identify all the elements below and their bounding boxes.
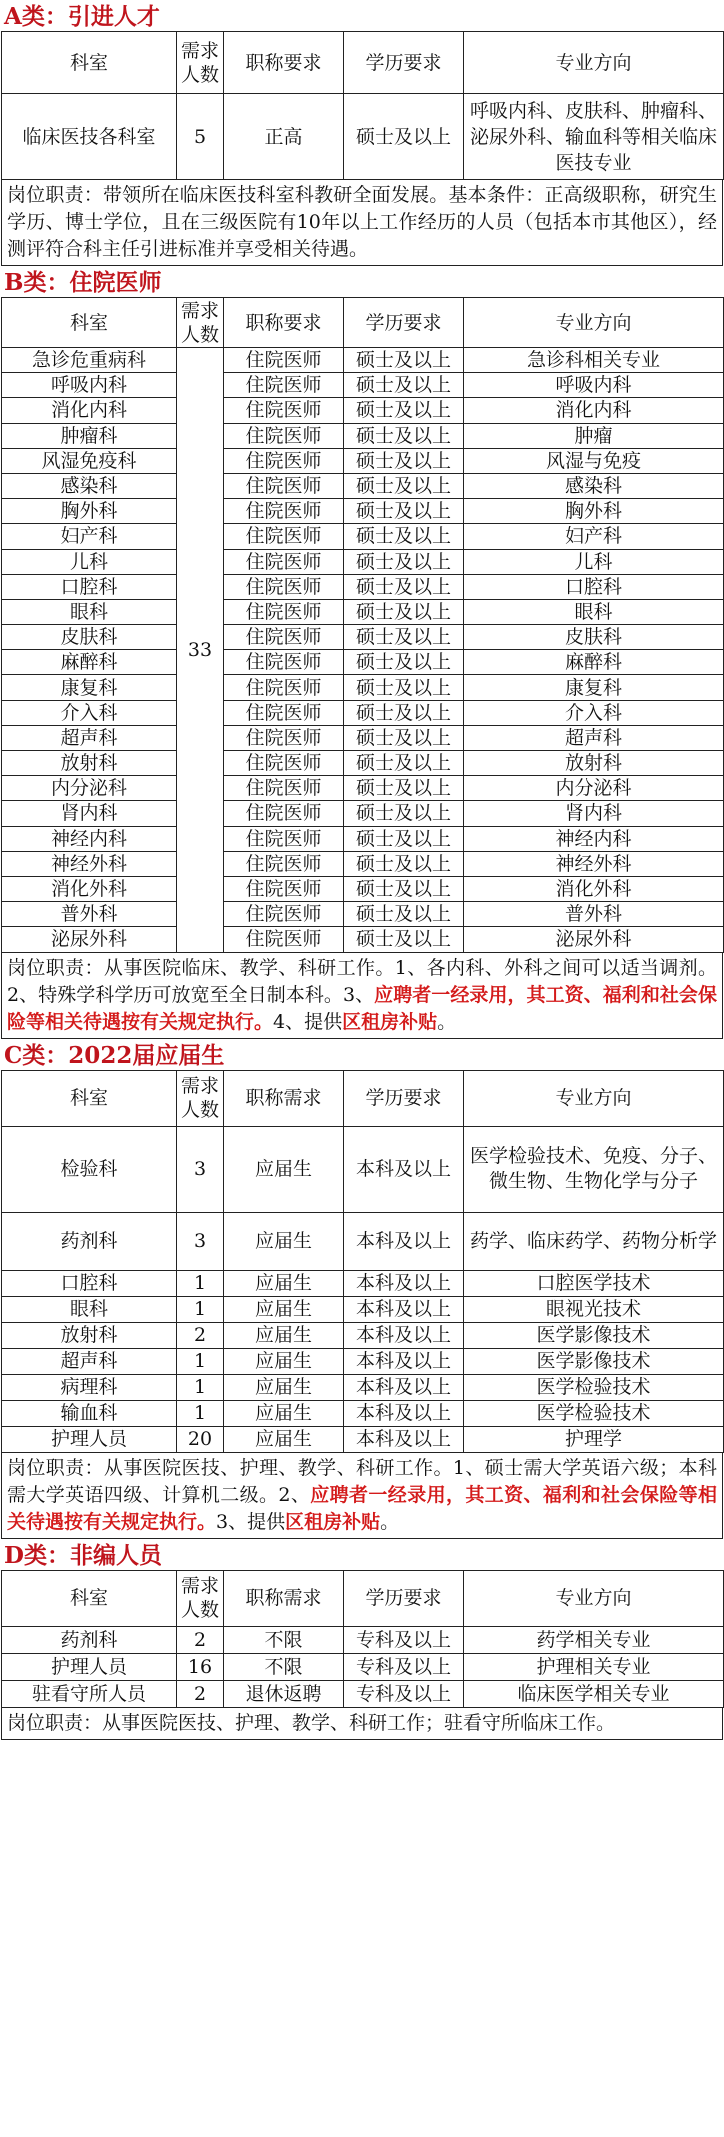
edu-cell: 硕士及以上	[344, 927, 464, 952]
title-cell: 应届生	[224, 1212, 344, 1270]
title-cell: 应届生	[224, 1348, 344, 1374]
table-row	[2, 876, 724, 901]
table-row	[2, 373, 724, 398]
title-cell: 正高	[224, 94, 344, 180]
table-row	[2, 1348, 724, 1374]
section-a-table	[1, 31, 724, 180]
major-cell: 医学影像技术	[464, 1322, 724, 1348]
major-cell: 超声科	[464, 725, 724, 750]
title-cell: 住院医师	[224, 725, 344, 750]
num-cell: 2	[177, 1322, 224, 1348]
table-row	[2, 1653, 724, 1680]
major-cell: 消化内科	[464, 398, 724, 423]
dept-cell: 急诊危重病科	[2, 348, 177, 373]
header-dept: 科室	[2, 298, 177, 348]
title-cell: 退休返聘	[224, 1680, 344, 1707]
header-num: 需求人数	[177, 298, 224, 348]
dept-cell: 病理科	[2, 1374, 177, 1400]
dept-cell: 消化外科	[2, 876, 177, 901]
num-cell: 3	[177, 1126, 224, 1212]
edu-cell: 硕士及以上	[344, 549, 464, 574]
dept-cell: 肾内科	[2, 801, 177, 826]
title-cell: 应届生	[224, 1400, 344, 1426]
dept-cell: 口腔科	[2, 1270, 177, 1296]
dept-cell: 康复科	[2, 675, 177, 700]
header-dept: 科室	[2, 1570, 177, 1626]
dept-cell: 胸外科	[2, 499, 177, 524]
table-row	[2, 650, 724, 675]
edu-cell: 硕士及以上	[344, 902, 464, 927]
dept-cell: 儿科	[2, 549, 177, 574]
dept-cell: 肿瘤科	[2, 423, 177, 448]
major-cell: 普外科	[464, 902, 724, 927]
header-title: 职称要求	[224, 32, 344, 94]
major-cell: 皮肤科	[464, 625, 724, 650]
title-cell: 住院医师	[224, 675, 344, 700]
dept-cell: 护理人员	[2, 1426, 177, 1452]
edu-cell: 本科及以上	[344, 1348, 464, 1374]
edu-cell: 硕士及以上	[344, 423, 464, 448]
title-cell: 住院医师	[224, 473, 344, 498]
dept-cell: 口腔科	[2, 574, 177, 599]
table-row	[2, 574, 724, 599]
table-row	[2, 1426, 724, 1452]
major-cell: 医学检验技术	[464, 1400, 724, 1426]
header-title: 职称要求	[224, 298, 344, 348]
major-cell: 胸外科	[464, 499, 724, 524]
note-text: 岗位职责：从事医院医技、护理、教学、科研工作。1、硕士需大学英语六级；本科需大学英语四级、计算机二级。2、	[7, 1456, 717, 1506]
title-cell: 应届生	[224, 1374, 344, 1400]
section-b-title: B类：住院医师	[4, 269, 162, 296]
dept-cell: 药剂科	[2, 1626, 177, 1653]
num-cell: 1	[177, 1270, 224, 1296]
header-num: 需求人数	[177, 1070, 224, 1126]
section-b-note	[1, 953, 723, 1039]
header-edu: 学历要求	[344, 1570, 464, 1626]
edu-cell: 硕士及以上	[344, 851, 464, 876]
num-cell: 1	[177, 1400, 224, 1426]
num-cell: 3	[177, 1212, 224, 1270]
table-row	[2, 625, 724, 650]
dept-cell: 神经外科	[2, 851, 177, 876]
edu-cell: 本科及以上	[344, 1270, 464, 1296]
section-c-table	[1, 1070, 724, 1453]
table-row	[2, 927, 724, 952]
note-text: 3、提供	[216, 1510, 286, 1533]
header-title: 职称需求	[224, 1070, 344, 1126]
title-cell: 住院医师	[224, 700, 344, 725]
table-row	[2, 1626, 724, 1653]
section-d-note: 岗位职责：从事医院医技、护理、教学、科研工作；驻看守所临床工作。	[1, 1708, 723, 1740]
major-cell: 临床医学相关专业	[464, 1680, 724, 1707]
section-b-header-row	[2, 298, 724, 348]
title-cell: 住院医师	[224, 599, 344, 624]
table-row	[2, 1400, 724, 1426]
title-cell: 住院医师	[224, 902, 344, 927]
table-row	[2, 1126, 724, 1212]
title-cell: 住院医师	[224, 423, 344, 448]
table-row	[2, 801, 724, 826]
highlighted-note-text: 区租房补贴	[285, 1510, 381, 1533]
header-edu: 学历要求	[344, 298, 464, 348]
table-row	[2, 94, 724, 180]
table-row	[2, 751, 724, 776]
section-a-header-row	[2, 32, 724, 94]
edu-cell: 硕士及以上	[344, 373, 464, 398]
edu-cell: 硕士及以上	[344, 348, 464, 373]
dept-cell: 临床医技各科室	[2, 94, 177, 180]
edu-cell: 专科及以上	[344, 1653, 464, 1680]
edu-cell: 硕士及以上	[344, 876, 464, 901]
edu-cell: 本科及以上	[344, 1400, 464, 1426]
edu-cell: 本科及以上	[344, 1296, 464, 1322]
edu-cell: 硕士及以上	[344, 599, 464, 624]
title-cell: 住院医师	[224, 448, 344, 473]
dept-cell: 皮肤科	[2, 625, 177, 650]
title-cell: 应届生	[224, 1270, 344, 1296]
num-cell: 5	[177, 94, 224, 180]
header-dept: 科室	[2, 32, 177, 94]
num-cell: 33	[177, 348, 224, 953]
header-major: 专业方向	[464, 1070, 724, 1126]
header-title: 职称需求	[224, 1570, 344, 1626]
table-row	[2, 826, 724, 851]
title-cell: 住院医师	[224, 876, 344, 901]
edu-cell: 硕士及以上	[344, 398, 464, 423]
header-edu: 学历要求	[344, 32, 464, 94]
major-cell: 神经外科	[464, 851, 724, 876]
header-edu: 学历要求	[344, 1070, 464, 1126]
major-cell: 药学相关专业	[464, 1626, 724, 1653]
title-cell: 应届生	[224, 1322, 344, 1348]
major-cell: 护理学	[464, 1426, 724, 1452]
edu-cell: 本科及以上	[344, 1374, 464, 1400]
table-row	[2, 348, 724, 373]
table-row	[2, 700, 724, 725]
major-cell: 肿瘤	[464, 423, 724, 448]
edu-cell: 本科及以上	[344, 1322, 464, 1348]
section-b-table	[1, 297, 724, 953]
major-cell: 护理相关专业	[464, 1653, 724, 1680]
title-cell: 住院医师	[224, 348, 344, 373]
highlighted-note-text: 区租房补贴	[342, 1010, 438, 1033]
major-cell: 医学检验技术	[464, 1374, 724, 1400]
major-cell: 医学检验技术、免疫、分子、微生物、生物化学与分子	[464, 1126, 724, 1212]
major-cell: 急诊科相关专业	[464, 348, 724, 373]
dept-cell: 消化内科	[2, 398, 177, 423]
edu-cell: 硕士及以上	[344, 94, 464, 180]
major-cell: 眼科	[464, 599, 724, 624]
dept-cell: 麻醉科	[2, 650, 177, 675]
section-c-body	[2, 1126, 724, 1452]
title-cell: 住院医师	[224, 751, 344, 776]
title-cell: 不限	[224, 1653, 344, 1680]
table-row	[2, 1322, 724, 1348]
highlighted-note-text: 应聘者一经录用，其工资、福利和社会保险等相关待遇按有关规定执行。	[7, 983, 717, 1033]
edu-cell: 本科及以上	[344, 1426, 464, 1452]
table-row	[2, 776, 724, 801]
num-cell: 2	[177, 1680, 224, 1707]
edu-cell: 专科及以上	[344, 1680, 464, 1707]
edu-cell: 本科及以上	[344, 1126, 464, 1212]
section-a-title: A类：引进人才	[4, 3, 160, 30]
title-cell: 住院医师	[224, 549, 344, 574]
header-major: 专业方向	[464, 32, 724, 94]
header-major: 专业方向	[464, 1570, 724, 1626]
title-cell: 住院医师	[224, 851, 344, 876]
section-d-title: D类：非编人员	[4, 1541, 162, 1569]
edu-cell: 硕士及以上	[344, 524, 464, 549]
title-cell: 住院医师	[224, 574, 344, 599]
edu-cell: 硕士及以上	[344, 448, 464, 473]
header-dept: 科室	[2, 1070, 177, 1126]
major-cell: 眼视光技术	[464, 1296, 724, 1322]
table-row	[2, 398, 724, 423]
major-cell: 康复科	[464, 675, 724, 700]
edu-cell: 硕士及以上	[344, 650, 464, 675]
edu-cell: 硕士及以上	[344, 625, 464, 650]
dept-cell: 神经内科	[2, 826, 177, 851]
section-c-title: C类：2022届应届生	[4, 1041, 225, 1069]
num-cell: 20	[177, 1426, 224, 1452]
section-b-body	[2, 348, 724, 953]
table-row	[2, 549, 724, 574]
edu-cell: 硕士及以上	[344, 700, 464, 725]
section-c-note	[1, 1453, 723, 1539]
dept-cell: 妇产科	[2, 524, 177, 549]
table-row	[2, 1680, 724, 1707]
major-cell: 内分泌科	[464, 776, 724, 801]
num-cell: 1	[177, 1374, 224, 1400]
title-cell: 住院医师	[224, 625, 344, 650]
title-cell: 住院医师	[224, 398, 344, 423]
major-cell: 放射科	[464, 751, 724, 776]
major-cell: 风湿与免疫	[464, 448, 724, 473]
note-text: 。	[380, 1510, 400, 1533]
title-cell: 住院医师	[224, 927, 344, 952]
table-row	[2, 473, 724, 498]
edu-cell: 本科及以上	[344, 1212, 464, 1270]
table-row	[2, 675, 724, 700]
title-cell: 应届生	[224, 1126, 344, 1212]
dept-cell: 放射科	[2, 1322, 177, 1348]
major-cell: 消化外科	[464, 876, 724, 901]
num-cell: 16	[177, 1653, 224, 1680]
dept-cell: 药剂科	[2, 1212, 177, 1270]
title-cell: 住院医师	[224, 826, 344, 851]
highlighted-note-text: 应聘者一经录用，其工资、福利和社会保险等相关待遇按有关规定执行。	[7, 1483, 717, 1533]
title-cell: 住院医师	[224, 524, 344, 549]
num-cell: 1	[177, 1348, 224, 1374]
edu-cell: 硕士及以上	[344, 725, 464, 750]
dept-cell: 驻看守所人员	[2, 1680, 177, 1707]
title-cell: 应届生	[224, 1296, 344, 1322]
dept-cell: 超声科	[2, 1348, 177, 1374]
major-cell: 呼吸内科	[464, 373, 724, 398]
section-d-table	[1, 1570, 724, 1708]
title-cell: 住院医师	[224, 776, 344, 801]
header-num: 需求人数	[177, 32, 224, 94]
major-cell: 口腔科	[464, 574, 724, 599]
note-text: 。	[437, 1010, 457, 1033]
major-cell: 泌尿外科	[464, 927, 724, 952]
dept-cell: 护理人员	[2, 1653, 177, 1680]
table-row	[2, 599, 724, 624]
num-cell: 2	[177, 1626, 224, 1653]
edu-cell: 硕士及以上	[344, 776, 464, 801]
num-cell: 1	[177, 1296, 224, 1322]
dept-cell: 普外科	[2, 902, 177, 927]
table-row	[2, 725, 724, 750]
dept-cell: 检验科	[2, 1126, 177, 1212]
title-cell: 不限	[224, 1626, 344, 1653]
major-cell: 介入科	[464, 700, 724, 725]
title-cell: 住院医师	[224, 373, 344, 398]
major-cell: 呼吸内科、皮肤科、肿瘤科、泌尿外科、输血科等相关临床医技专业	[464, 94, 724, 180]
dept-cell: 感染科	[2, 473, 177, 498]
major-cell: 神经内科	[464, 826, 724, 851]
major-cell: 口腔医学技术	[464, 1270, 724, 1296]
table-row	[2, 1374, 724, 1400]
major-cell: 肾内科	[464, 801, 724, 826]
edu-cell: 硕士及以上	[344, 473, 464, 498]
major-cell: 妇产科	[464, 524, 724, 549]
header-major: 专业方向	[464, 298, 724, 348]
title-cell: 应届生	[224, 1426, 344, 1452]
edu-cell: 硕士及以上	[344, 675, 464, 700]
dept-cell: 内分泌科	[2, 776, 177, 801]
note-text: 岗位职责：从事医院临床、教学、科研工作。1、各内科、外科之间可以适当调剂。2、特殊学科学历可放宽至全日制本科。3、	[7, 956, 717, 1006]
major-cell: 麻醉科	[464, 650, 724, 675]
table-row	[2, 524, 724, 549]
table-row	[2, 1270, 724, 1296]
section-c-header-row	[2, 1070, 724, 1126]
header-num: 需求人数	[177, 1570, 224, 1626]
section-d-body	[2, 1626, 724, 1707]
dept-cell: 泌尿外科	[2, 927, 177, 952]
dept-cell: 眼科	[2, 599, 177, 624]
table-row	[2, 1296, 724, 1322]
major-cell: 儿科	[464, 549, 724, 574]
table-row	[2, 448, 724, 473]
section-d-header-row	[2, 1570, 724, 1626]
table-row	[2, 902, 724, 927]
dept-cell: 呼吸内科	[2, 373, 177, 398]
dept-cell: 介入科	[2, 700, 177, 725]
note-text: 4、提供	[273, 1010, 343, 1033]
major-cell: 医学影像技术	[464, 1348, 724, 1374]
table-row	[2, 1212, 724, 1270]
dept-cell: 放射科	[2, 751, 177, 776]
major-cell: 感染科	[464, 473, 724, 498]
edu-cell: 硕士及以上	[344, 751, 464, 776]
dept-cell: 超声科	[2, 725, 177, 750]
dept-cell: 眼科	[2, 1296, 177, 1322]
dept-cell: 风湿免疫科	[2, 448, 177, 473]
dept-cell: 输血科	[2, 1400, 177, 1426]
edu-cell: 硕士及以上	[344, 574, 464, 599]
edu-cell: 硕士及以上	[344, 826, 464, 851]
table-row	[2, 499, 724, 524]
edu-cell: 硕士及以上	[344, 499, 464, 524]
edu-cell: 专科及以上	[344, 1626, 464, 1653]
title-cell: 住院医师	[224, 801, 344, 826]
table-row	[2, 851, 724, 876]
title-cell: 住院医师	[224, 650, 344, 675]
major-cell: 药学、临床药学、药物分析学	[464, 1212, 724, 1270]
edu-cell: 硕士及以上	[344, 801, 464, 826]
section-a-note: 岗位职责：带领所在临床医技科室科教研全面发展。基本条件：正高级职称，研究生学历、博士学位，且在三级医院有10年以上工作经历的人员（包括本市其他区），经测评符合科主任引进标准并享受相关待遇。	[1, 180, 723, 266]
title-cell: 住院医师	[224, 499, 344, 524]
table-row	[2, 423, 724, 448]
